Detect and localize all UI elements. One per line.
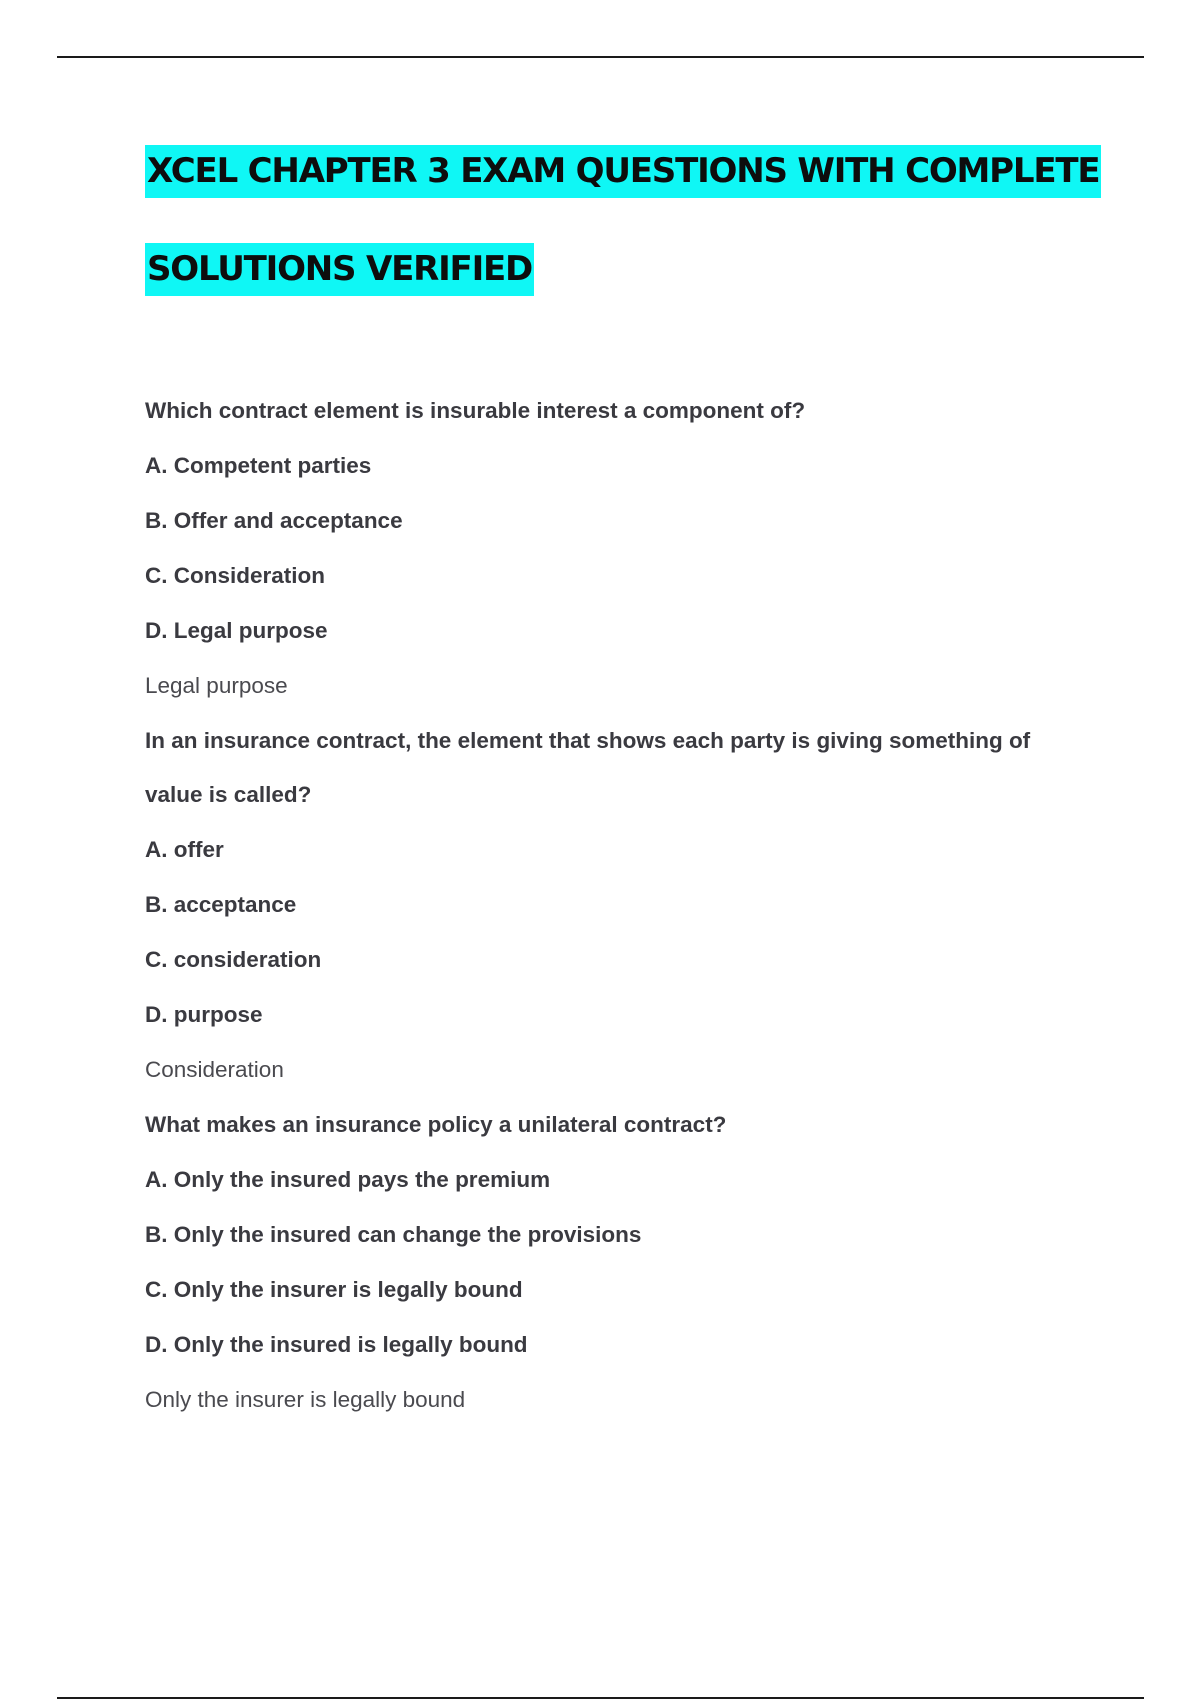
title-highlight-1: XCEL CHAPTER 3 EXAM QUESTIONS WITH COMPLETE bbox=[145, 145, 1101, 198]
document-title-line-2 bbox=[145, 249, 534, 289]
option-a: A. offer bbox=[145, 837, 224, 862]
question-text: What makes an insurance policy a unilateral contract? bbox=[145, 1112, 727, 1137]
question-text: In an insurance contract, the element that shows each party is giving something of value is called? bbox=[145, 728, 1031, 807]
option-d: D. purpose bbox=[145, 1002, 263, 1027]
footer-rule bbox=[57, 1697, 1144, 1699]
option-c: C. consideration bbox=[145, 947, 322, 972]
option-c: C. Only the insurer is legally bound bbox=[145, 1277, 523, 1302]
question-block-2 bbox=[145, 714, 1085, 1084]
option-a: A. Only the insured pays the premium bbox=[145, 1167, 551, 1192]
question-block-3 bbox=[145, 1111, 1085, 1414]
qa-content bbox=[145, 397, 1085, 1414]
option-b: B. Only the insured can change the provisions bbox=[145, 1222, 642, 1247]
answer-text: Only the insurer is legally bound bbox=[145, 1387, 466, 1412]
option-b: B. acceptance bbox=[145, 892, 297, 917]
question-text: Which contract element is insurable interest a component of? bbox=[145, 398, 806, 423]
option-c: C. Consideration bbox=[145, 563, 326, 588]
answer-text: Consideration bbox=[145, 1057, 284, 1082]
answer-text: Legal purpose bbox=[145, 673, 288, 698]
question-block-1 bbox=[145, 397, 1085, 700]
option-a: A. Competent parties bbox=[145, 453, 372, 478]
header-rule bbox=[57, 56, 1144, 58]
option-d: D. Legal purpose bbox=[145, 618, 328, 643]
option-d: D. Only the insured is legally bound bbox=[145, 1332, 528, 1357]
option-b: B. Offer and acceptance bbox=[145, 508, 403, 533]
document-title-line-1 bbox=[145, 151, 1101, 191]
title-highlight-2: SOLUTIONS VERIFIED bbox=[145, 243, 534, 296]
